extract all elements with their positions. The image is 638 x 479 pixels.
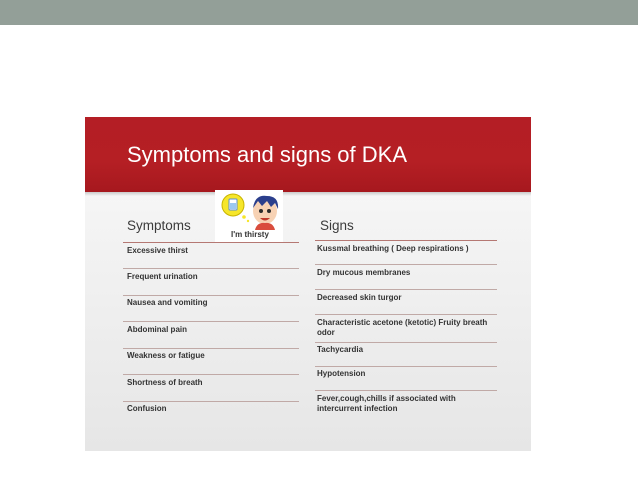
symptom-item: Weakness or fatigue bbox=[127, 351, 205, 360]
title-band bbox=[85, 117, 531, 192]
symptoms-row-rule bbox=[123, 348, 299, 349]
sign-item: Dry mucous membranes bbox=[317, 268, 411, 277]
slide-title: Symptoms and signs of DKA bbox=[127, 142, 408, 167]
signs-row-rule bbox=[315, 342, 497, 343]
sign-item: Kussmal breathing ( Deep respirations ) bbox=[317, 244, 469, 253]
top-bar bbox=[0, 0, 638, 25]
sign-item: Characteristic acetone (ketotic) Fruity breath odor bbox=[317, 318, 488, 337]
sign-item: Decreased skin turgor bbox=[317, 293, 402, 302]
signs-header-rule bbox=[315, 240, 497, 241]
symptoms-row-rule bbox=[123, 295, 299, 296]
illustration-caption: I'm thirsty bbox=[231, 230, 269, 239]
symptom-item: Excessive thirst bbox=[127, 246, 188, 255]
symptom-item: Confusion bbox=[127, 404, 167, 413]
thirsty-child-with-water-glass-icon bbox=[215, 190, 283, 230]
symptoms-row-rule bbox=[123, 374, 299, 375]
sign-item: Hypotension bbox=[317, 369, 366, 378]
symptoms-header-rule bbox=[123, 242, 299, 243]
signs-row-rule bbox=[315, 366, 497, 367]
symptoms-row-rule bbox=[123, 401, 299, 402]
symptom-item: Abdominal pain bbox=[127, 325, 187, 334]
signs-header: Signs bbox=[320, 218, 354, 233]
signs-row-rule bbox=[315, 314, 497, 315]
slide bbox=[85, 117, 531, 451]
symptoms-header: Symptoms bbox=[127, 218, 191, 233]
sign-item: Tachycardia bbox=[317, 345, 364, 354]
sign-item: Fever,cough,chills if associated with intercurrent infection bbox=[317, 394, 456, 413]
symptom-item: Nausea and vomiting bbox=[127, 298, 208, 307]
thirsty-illustration bbox=[215, 190, 283, 242]
signs-row-rule bbox=[315, 289, 497, 290]
symptom-item: Shortness of breath bbox=[127, 378, 203, 387]
symptoms-row-rule bbox=[123, 268, 299, 269]
signs-row-rule bbox=[315, 264, 497, 265]
symptoms-row-rule bbox=[123, 321, 299, 322]
signs-row-rule bbox=[315, 390, 497, 391]
symptom-item: Frequent urination bbox=[127, 272, 198, 281]
